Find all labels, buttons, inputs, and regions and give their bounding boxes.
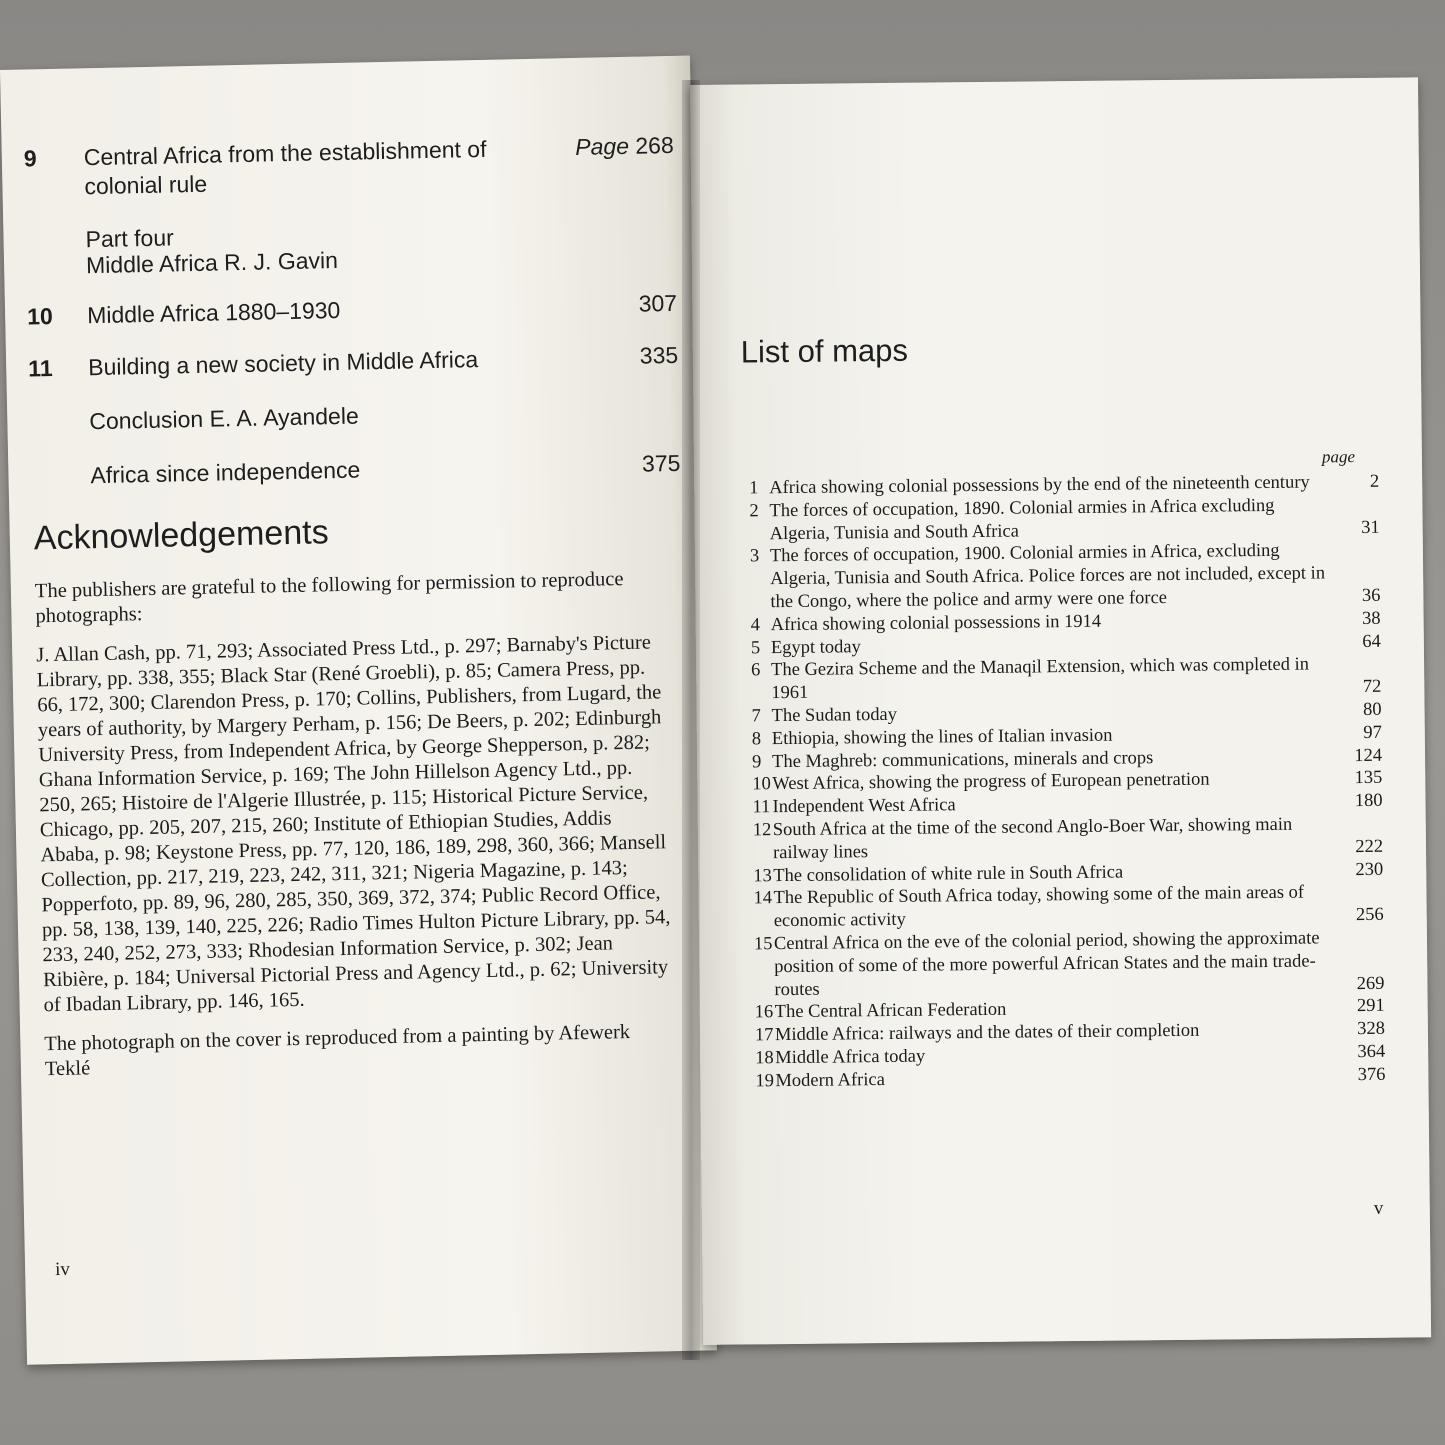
map-page: 2 bbox=[1369, 471, 1380, 492]
acknowledgements-list: J. Allan Cash, pp. 71, 293; Associated Press Ltd., p. 297; Barnaby's Picture Library, pp. 338, 355; Black Star (René Groebli), p. 85; Camera Press, pp. 66, 172, 300; Clarendon Press, p. 170; Collins, Publishers, from Lugard, the years of authority, by Margery Perham, p. 156; De Beers, p. 202; Edinburgh University Press, from Independent Africa, by George Shepperson, p. 282; Ghana Information Service, p. 169; The John Hillelson Agency Ltd., pp. 250, 265; Histoire de l'Algerie Illustrée, p. 115; Historical Picture Service, Chicago, pp. 205, 207, 215, 260; Institute of Ethiopian Studies, Addis Ababa, p. 98; Keystone Press, pp. 77, 120, 186, 189, 298, 360, 366; Mansell Collection, pp. 217, 219, 223, 242, 311, 321; Nigeria Magazine, p. 143; Popperfoto, pp. 89, 96, 280, 285, 350, 369, 372, 374; Public Record Office, pp. 58, 138, 139, 140, 225, 226; Radio Times Hulton Picture Library, pp. 54, 233, 240, 252, 273, 333; Rhodesian Information Service, p. 302; Jean Ribière, p. 184; Universal Pictorial Press and Agency Ltd., p. 62; University of Ibadan Library, pp. 146, 165. bbox=[36, 631, 671, 1017]
acknowledgements-intro: The publishers are grateful to the following for permission to reproduce photographs: bbox=[34, 568, 624, 628]
chapter-page: 307 bbox=[638, 289, 678, 317]
chapter-number: 11 bbox=[27, 354, 53, 382]
section-title: Africa since independence bbox=[90, 456, 361, 489]
map-page: 328 bbox=[1357, 1018, 1386, 1040]
map-number: 1 bbox=[749, 478, 759, 499]
list-item bbox=[753, 881, 1383, 933]
map-page: 36 bbox=[1361, 585, 1381, 606]
map-number: 2 bbox=[749, 501, 759, 522]
map-page: 269 bbox=[1356, 973, 1385, 994]
map-number: 16 bbox=[754, 1002, 774, 1023]
maps-list bbox=[749, 471, 1385, 1093]
acknowledgements-cover: The photograph on the cover is reproduced from a painting by Afewerk Teklé bbox=[44, 1021, 631, 1081]
map-number: 9 bbox=[751, 751, 762, 772]
map-title: Middle Africa: railways and the dates of their completion bbox=[774, 1020, 1200, 1046]
map-page: 31 bbox=[1361, 517, 1380, 538]
map-page: 80 bbox=[1362, 699, 1382, 720]
map-number: 13 bbox=[753, 865, 772, 886]
list-item bbox=[753, 813, 1383, 865]
contents-continued bbox=[24, 131, 681, 493]
map-page: 230 bbox=[1355, 859, 1384, 880]
map-title: Africa showing colonial possessions by the end of the nineteenth century bbox=[769, 472, 1310, 499]
map-page: 124 bbox=[1354, 745, 1383, 766]
map-title: The consolidation of white rule in South Africa bbox=[773, 862, 1124, 886]
map-title: The Republic of South Africa today, showing some of the main areas of economic activity bbox=[773, 882, 1305, 932]
chapter-title: Middle Africa 1880–1930 bbox=[86, 296, 341, 329]
acknowledgements-body bbox=[35, 566, 676, 1096]
map-number: 12 bbox=[752, 820, 772, 841]
map-number: 10 bbox=[752, 774, 771, 795]
page-number: 268 bbox=[635, 131, 674, 159]
page-label: Page bbox=[574, 132, 630, 160]
map-title: Africa showing colonial possessions in 1914 bbox=[770, 611, 1102, 635]
chapter-number: 9 bbox=[23, 145, 37, 172]
map-page: 364 bbox=[1357, 1041, 1386, 1062]
map-title: West Africa, showing the progress of European penetration bbox=[772, 769, 1210, 795]
chapter-page: 375 bbox=[641, 449, 681, 477]
map-title: The forces of occupation, 1890. Colonial armies in Africa excluding Algeria, Tunisia and South Africa bbox=[769, 495, 1275, 544]
part-label: Part four bbox=[85, 224, 175, 253]
map-page: 180 bbox=[1354, 790, 1383, 812]
map-number: 15 bbox=[753, 934, 773, 955]
right-page bbox=[690, 77, 1431, 1345]
map-number: 11 bbox=[752, 797, 771, 818]
list-item bbox=[749, 494, 1379, 546]
chapter-number: 10 bbox=[26, 302, 54, 330]
map-number: 5 bbox=[750, 637, 761, 658]
book-gutter bbox=[682, 80, 700, 1360]
acknowledgements-heading: Acknowledgements bbox=[33, 513, 329, 558]
map-number: 17 bbox=[754, 1025, 774, 1046]
map-page: 256 bbox=[1355, 904, 1384, 926]
list-item bbox=[751, 653, 1381, 705]
map-title: Egypt today bbox=[770, 636, 861, 658]
map-title: Independent West Africa bbox=[772, 795, 956, 818]
map-number: 4 bbox=[750, 615, 761, 636]
list-item bbox=[754, 927, 1385, 1002]
map-title: The Sudan today bbox=[771, 704, 898, 727]
map-page: 72 bbox=[1362, 676, 1382, 698]
section-title: Conclusion E. A. Ayandele bbox=[89, 402, 359, 435]
map-title: The Central African Federation bbox=[774, 1000, 1007, 1023]
map-title: Middle Africa today bbox=[775, 1046, 926, 1069]
map-page: 64 bbox=[1362, 631, 1381, 652]
map-page: 97 bbox=[1363, 722, 1382, 743]
map-number: 18 bbox=[755, 1048, 774, 1069]
chapter-title: Building a new society in Middle Africa bbox=[87, 346, 479, 381]
list-of-maps-heading: List of maps bbox=[740, 332, 909, 370]
map-number: 8 bbox=[751, 729, 762, 750]
map-title: The forces of occupation, 1900. Colonial armies in Africa, excluding Algeria, Tunisia and South Africa. Police forces are not included, except in the Congo, where the police and army were one force bbox=[769, 541, 1326, 613]
map-number: 6 bbox=[751, 660, 761, 681]
map-page: 376 bbox=[1357, 1064, 1386, 1085]
list-item bbox=[750, 539, 1381, 614]
page-folio: v bbox=[1373, 1197, 1384, 1219]
map-title: South Africa at the time of the second Anglo-Boer War, showing main railway lines bbox=[772, 814, 1293, 863]
map-page: 291 bbox=[1356, 996, 1385, 1017]
map-number: 14 bbox=[753, 888, 773, 909]
chapter-title: Central Africa from the establishment of colonial rule bbox=[83, 135, 487, 200]
map-page: 222 bbox=[1355, 836, 1384, 857]
page-column-label: page bbox=[1321, 447, 1356, 467]
map-number: 19 bbox=[755, 1070, 775, 1092]
chapter-page: 335 bbox=[639, 341, 679, 369]
part-title: Middle Africa R. J. Gavin bbox=[85, 246, 339, 279]
map-number: 7 bbox=[751, 706, 761, 727]
page-folio: iv bbox=[54, 1258, 71, 1281]
map-title: Ethiopia, showing the lines of Italian invasion bbox=[771, 725, 1113, 749]
map-title: Central Africa on the eve of the colonial period, showing the approximate position of some of the more powerful African States and the main trade-routes bbox=[773, 928, 1320, 1000]
map-page: 38 bbox=[1362, 608, 1381, 629]
map-title: The Maghreb: communications, minerals and crops bbox=[771, 747, 1154, 772]
contents-row bbox=[24, 131, 676, 227]
map-title: Modern Africa bbox=[775, 1069, 885, 1091]
map-page: 135 bbox=[1354, 768, 1383, 789]
map-title: The Gezira Scheme and the Manaqil Extension, which was completed in 1961 bbox=[771, 654, 1310, 704]
chapter-page bbox=[575, 131, 674, 162]
left-page bbox=[0, 56, 717, 1365]
map-number: 3 bbox=[749, 546, 760, 567]
